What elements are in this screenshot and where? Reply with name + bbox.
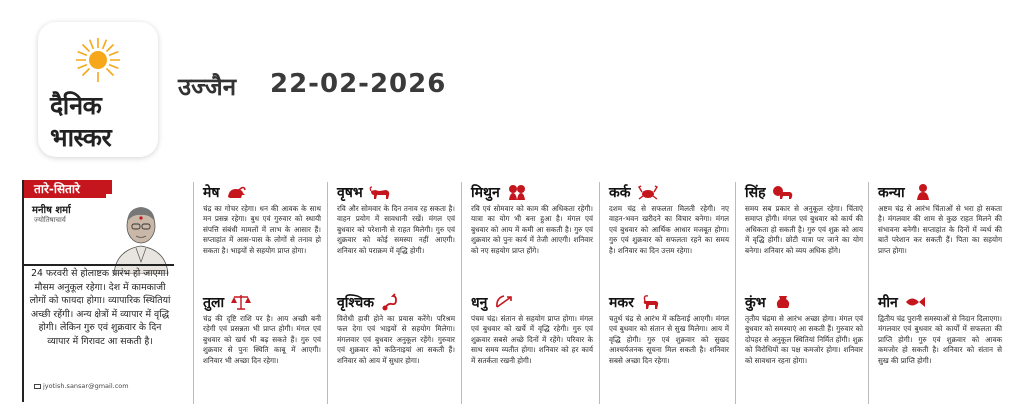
maiden-icon	[911, 183, 933, 201]
sign-text: अष्टम चंद्र से आरंभ चिंताओं से भरा हो सकता है। मंगलवार की शाम से कुछ राहत मिलने की संभावना बनेगी। सप्ताहांत के दिनों में व्यर्थ की बातें परेशान कर सकती हैं। पिता का सहयोग प्राप्त होगा।	[878, 204, 1002, 255]
author-photo	[106, 194, 176, 274]
sign-text: विरोधी हावी होने का प्रयास करेंगे। परिश्रम फल देगा एवं भाइयों से सहयोग मिलेगा। मंगलवार एवं बुधवार अनुकूल रहेंगे। गुरुवार एवं शुक्रवार को कठिनाइयां आ सकती हैं। शनिवार को आय में सुधार होगा।	[337, 314, 455, 365]
sign-block-kanya	[878, 182, 1002, 256]
goat-icon	[640, 293, 662, 311]
column-intro: 24 फरवरी से होलाष्टक प्रारंभ हो जाएगा। मौसम अनुकूल रहेगा। देश में कामकाजी लोगों को फायदा होगा। व्यापारिक स्थितियां अच्छी रहेंगी। अन्य क्षेत्रों में व्यापार में वृद्धि होगी। लेकिन गुरु एवं शुक्रवार के दिन व्यापार में गिरावट आ सकती है।	[29, 268, 171, 347]
column-panel	[22, 180, 174, 405]
author-role: ज्योतिषाचार्य	[34, 216, 66, 224]
sign-name: तुला	[203, 294, 225, 311]
column-separator	[461, 182, 462, 404]
sign-text: द्वितीय चंद्र पुरानी समस्याओं से निदान दिलाएगा। मंगलवार एवं बुधवार को कार्यों में सफलता की प्राप्ति होगी। गुरु एवं शुक्रवार को आवक कमजोर हो सकती है। शनिवार को संतान से सुख की प्राप्ति होगी।	[878, 314, 1002, 365]
author-name: मनीष शर्मा	[32, 205, 71, 216]
sign-block-meen	[878, 292, 1002, 366]
brand-line1: दैनिक	[50, 91, 102, 120]
mail-icon	[34, 384, 41, 389]
column-tag: तारे-सितारे	[24, 180, 112, 198]
column-separator	[599, 182, 600, 404]
column-rule	[24, 264, 174, 266]
sign-block-singh	[745, 182, 863, 256]
sign-text: तृतीय चंद्रमा से आरंभ अच्छा होगा। मंगल एवं बुधवार को समस्याएं आ सकती हैं। गुरुवार को दोपहर से अनुकूल स्थितियां निर्मित होंगी। शुक्र को विरोधियों का पक्ष कमजोर होगा। शनिवार को सावधान रहना होगा।	[745, 314, 863, 365]
sign-block-dhanu	[471, 292, 593, 366]
sign-name: मिथुन	[471, 184, 500, 201]
city-title: उज्जैन	[178, 73, 237, 101]
ram-icon	[225, 183, 247, 201]
fish-icon	[904, 293, 926, 311]
sign-name: कुंभ	[745, 294, 766, 311]
archer-icon	[493, 293, 515, 311]
email-text: jyotish.sansar@gmail.com	[43, 382, 129, 390]
pitcher-icon	[772, 293, 794, 311]
sign-block-mesh	[203, 182, 321, 256]
sign-text: रवि और सोमवार के दिन तनाव रह सकता है। वाहन प्रयोग में सावधानी रखें। मंगल एवं बुधवार को परेशानी से राहत मिलेगी। गुरु एवं शुक्रवार को कोई समस्या नहीं आएगी। शनिवार को पराक्रम में वृद्धि होगी।	[337, 204, 455, 255]
lion-icon	[772, 183, 794, 201]
column-divider	[22, 180, 24, 402]
brand-logo[interactable]	[38, 22, 158, 157]
date-title: 22-02-2026	[270, 69, 447, 99]
sign-name: कन्या	[878, 184, 905, 201]
sign-block-tula	[203, 292, 321, 366]
column-separator	[327, 182, 328, 404]
sign-name: वृषभ	[337, 184, 363, 201]
sign-text: चंद्र की दृष्टि राशि पर है। आय अच्छी बनी रहेगी एवं प्रसन्नता भी प्राप्त होगी। मंगल एवं बुधवार को खर्च भी बढ़ सकते हैं। गुरु एवं शुक्रवार से पुनः स्थिति काबू में आएगी। शनिवार भी अच्छा दिन रहेगा।	[203, 314, 321, 365]
sign-name: कर्क	[609, 184, 631, 201]
sign-name: धनु	[471, 294, 488, 311]
twins-icon	[506, 183, 528, 201]
sign-text: चतुर्थ चंद्र से आरंभ में कठिनाई आएगी। मंगल एवं बुधवार को संतान से सुख मिलेगा। आय में वृद्धि होगी। गुरु एवं शुक्रवार को सुखद आश्चर्यजनक सूचना मिल सकती है। शनिवार सबसे अच्छा दिन रहेगा।	[609, 314, 729, 365]
column-separator	[735, 182, 736, 404]
crab-icon	[637, 183, 659, 201]
sign-name: मीन	[878, 294, 898, 311]
sign-block-vrishchik	[337, 292, 455, 366]
sign-name: मेष	[203, 184, 220, 201]
sign-text: दशम चंद्र से सफलता मिलती रहेगी। नए वाहन-भवन खरीदने का विचार बनेगा। मंगल एवं बुधवार को आर्थिक आधार मजबूत होगा। गुरु एवं शुक्रवार को सफलता रहने का समय है। शनिवार का दिन उत्तम रहेगा।	[609, 204, 729, 255]
sign-block-kumbh	[745, 292, 863, 366]
sign-name: वृश्चिक	[337, 294, 375, 311]
sign-text: समय सब प्रकार से अनुकूल रहेगा। चिंताएं समाप्त होंगी। मंगल एवं बुधवार को कार्य की अधिकता हो सकती है। गुरु एवं शुक्र को आय में वृद्धि होगी। छोटी यात्रा पर जाने का योग बनेगा। शनिवार को व्यय अधिक होंगे।	[745, 204, 863, 255]
sign-name: मकर	[609, 294, 634, 311]
sign-block-makar	[609, 292, 729, 366]
scorpion-icon	[380, 293, 402, 311]
sign-text: पंचम चंद्र। संतान से सहयोग प्राप्त होगा। मंगल एवं बुधवार को खर्चे में वृद्धि रहेगी। गुरु एवं शुक्रवार सबसे अच्छे दिनों में रहेंगे। परिवार के साथ समय व्यतीत होगा। शनिवार को हर कार्य में सतर्कता रखनी होगी।	[471, 314, 593, 365]
bull-icon	[369, 183, 391, 201]
sign-block-kark	[609, 182, 729, 256]
column-separator	[193, 182, 194, 404]
sign-block-vrishabh	[337, 182, 455, 256]
sign-text: रवि एवं सोमवार को काम की अधिकता रहेगी। यात्रा का योग भी बना हुआ है। मंगल एवं बुधवार को आय में कमी आ सकती है। गुरु एवं शुक्रवार को पुनः कार्य में तेजी आएगी। शनिवार को नए सहयोग प्राप्त होंगे।	[471, 204, 593, 255]
sign-text: चंद्र का गोचर रहेगा। धन की आवक के साथ मन प्रसन्न रहेगा। बुध एवं गुरुवार को स्थायी संपत्ति संबंधी मामलों में लाभ के आसार हैं। सप्ताहांत में आस-पास के लोगों से तनाव हो सकता है। भाइयों से सहयोग प्राप्त होगा।	[203, 204, 321, 255]
brand-line2: भास्कर	[50, 123, 112, 152]
column-separator	[868, 182, 869, 404]
sign-name: सिंह	[745, 184, 766, 201]
sun-icon	[38, 22, 158, 92]
scales-icon	[230, 293, 252, 311]
sign-block-mithun	[471, 182, 593, 256]
column-email[interactable]	[34, 382, 129, 390]
